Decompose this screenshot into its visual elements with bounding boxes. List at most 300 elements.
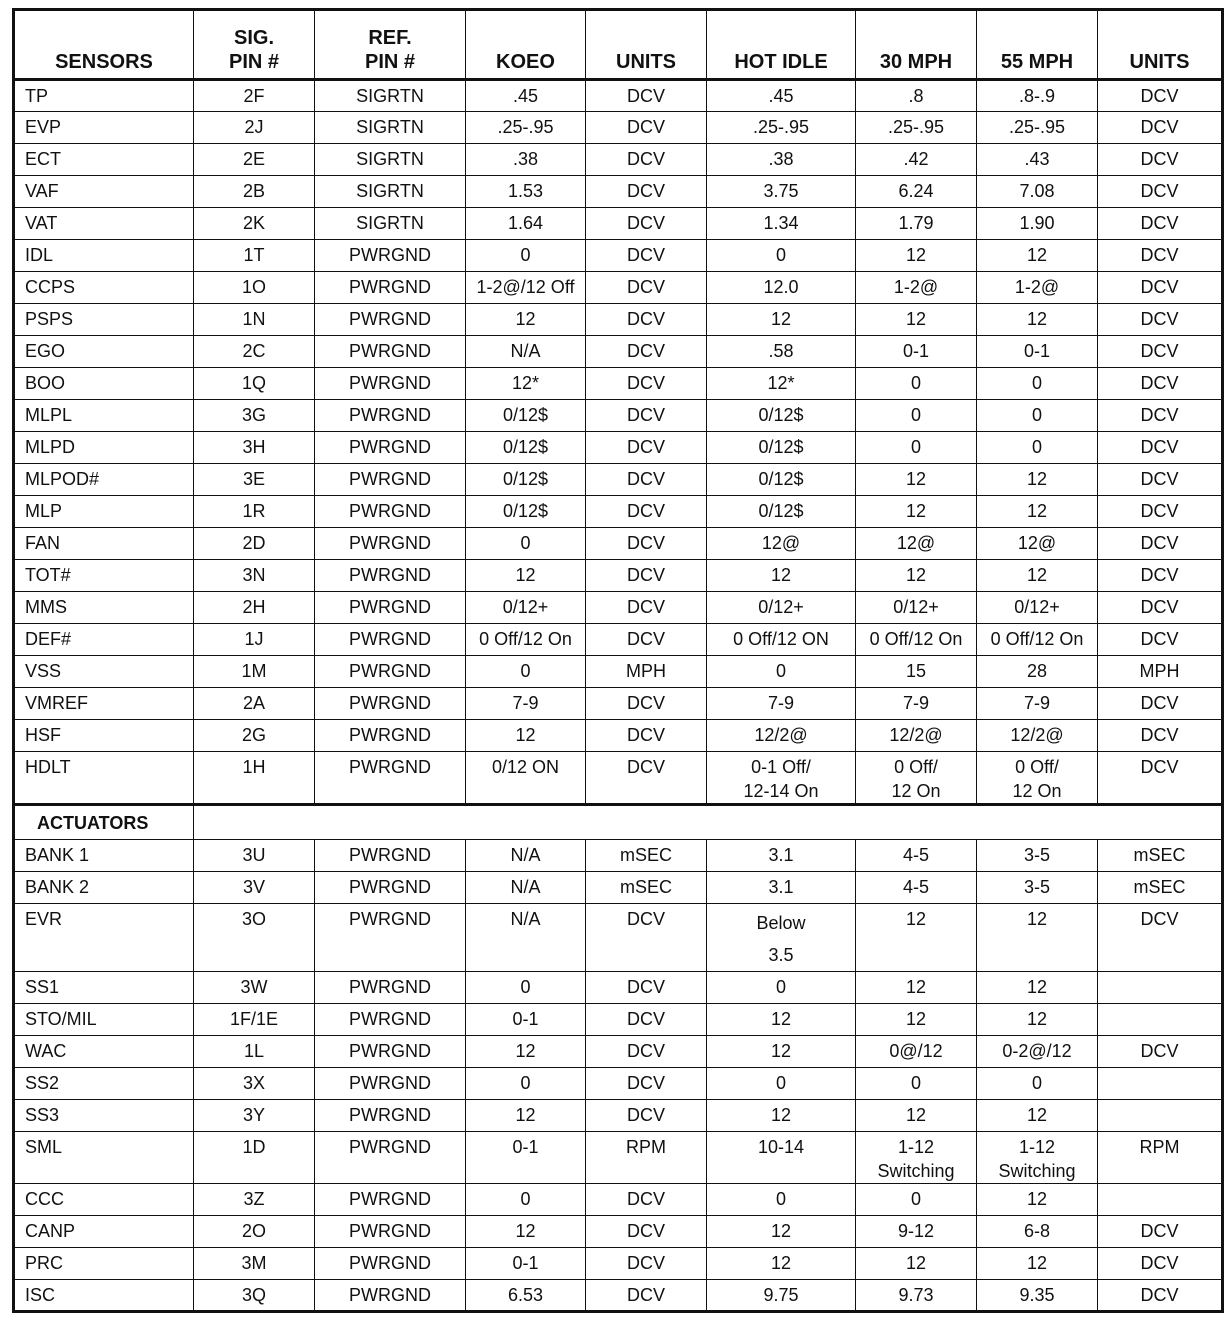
actuator-row-canp — [14, 1216, 1223, 1248]
cell-koeo: 7-9 — [466, 688, 586, 720]
cell-30-mph: 12 — [856, 1004, 977, 1036]
cell-koeo: N/A — [466, 904, 586, 972]
cell-ref-pin: PWRGND — [315, 368, 466, 400]
cell-units-2: DCV — [1098, 144, 1223, 176]
sensor-row-vss — [14, 656, 1223, 688]
cell-sig-pin: 1J — [194, 624, 315, 656]
cell-ref-pin: PWRGND — [315, 1280, 466, 1312]
cell-55-mph: 12 — [977, 464, 1098, 496]
cell-name: IDL — [14, 240, 194, 272]
cell-units-2: DCV — [1098, 368, 1223, 400]
cell-ref-pin: PWRGND — [315, 1248, 466, 1280]
cell-hot-idle: 0 — [707, 656, 856, 688]
cell-line: SIG. — [233, 27, 274, 49]
actuator-row-wac — [14, 1036, 1223, 1068]
cell-units: DCV — [586, 272, 707, 304]
cell-units-2 — [1098, 1184, 1223, 1216]
cell-name: FAN — [14, 528, 194, 560]
cell-ref-pin: PWRGND — [315, 720, 466, 752]
cell-sig-pin: 3G — [194, 400, 315, 432]
cell-name: SS3 — [14, 1100, 194, 1132]
cell-55-mph: 3-5 — [977, 872, 1098, 904]
cell-55-mph: 7.08 — [977, 176, 1098, 208]
cell-55-mph: 12 — [977, 240, 1098, 272]
cell-55-mph: 12 — [977, 560, 1098, 592]
cell-name: HDLT — [14, 752, 194, 805]
sensor-actuator-table — [12, 8, 1224, 1313]
cell-units: DCV — [586, 80, 707, 112]
actuator-row-prc — [14, 1248, 1223, 1280]
cell-sig-pin: 1T — [194, 240, 315, 272]
cell-name: BOO — [14, 368, 194, 400]
cell-sig-pin: 3H — [194, 432, 315, 464]
cell-units: DCV — [586, 972, 707, 1004]
cell-sig-pin: 2D — [194, 528, 315, 560]
cell-ref-pin: PWRGND — [315, 688, 466, 720]
cell-units: DCV — [586, 752, 707, 805]
cell-name: BANK 1 — [14, 840, 194, 872]
sensor-row-vmref — [14, 688, 1223, 720]
cell-line: REF. — [368, 27, 412, 49]
cell-hot-idle: 0/12$ — [707, 432, 856, 464]
cell-units: DCV — [586, 368, 707, 400]
cell-name: VAT — [14, 208, 194, 240]
cell-name: TOT# — [14, 560, 194, 592]
cell-ref-pin: PWRGND — [315, 592, 466, 624]
cell-55-mph: .8-.9 — [977, 80, 1098, 112]
actuator-row-isc — [14, 1280, 1223, 1312]
cell-units-2: MPH — [1098, 656, 1223, 688]
cell-line: 12 On — [1012, 781, 1062, 801]
cell-units-2: mSEC — [1098, 840, 1223, 872]
cell-30-mph: .8 — [856, 80, 977, 112]
cell-hot-idle: .38 — [707, 144, 856, 176]
header-sig-pin — [194, 10, 315, 80]
cell-line: 0 Off/ — [894, 757, 938, 777]
cell-name: TP — [14, 80, 194, 112]
sensor-row-mlp — [14, 496, 1223, 528]
cell-koeo: 12* — [466, 368, 586, 400]
cell-55-mph: 0 — [977, 432, 1098, 464]
cell-55-mph: 12 — [977, 1248, 1098, 1280]
cell-units: DCV — [586, 208, 707, 240]
cell-sig-pin: 1H — [194, 752, 315, 805]
cell-30-mph: .25-.95 — [856, 112, 977, 144]
cell-koeo: 0-1 — [466, 1248, 586, 1280]
actuator-row-bank-2 — [14, 872, 1223, 904]
cell-koeo: N/A — [466, 872, 586, 904]
cell-units-2: DCV — [1098, 720, 1223, 752]
cell-units-2 — [1098, 1100, 1223, 1132]
actuator-row-sml — [14, 1132, 1223, 1184]
cell-line: PIN # — [364, 51, 416, 73]
cell-units: DCV — [586, 240, 707, 272]
cell-koeo: 0 — [466, 1068, 586, 1100]
cell-line: 0-1 Off/ — [751, 757, 811, 777]
cell-koeo: 6.53 — [466, 1280, 586, 1312]
cell-sig-pin: 3X — [194, 1068, 315, 1100]
header-koeo: KOEO — [466, 10, 586, 80]
cell-name: MLPL — [14, 400, 194, 432]
sensor-row-hdlt — [14, 752, 1223, 805]
cell-30-mph: 12 — [856, 1248, 977, 1280]
cell-hot-idle — [707, 904, 856, 972]
cell-units-2: DCV — [1098, 1248, 1223, 1280]
cell-units-2: DCV — [1098, 80, 1223, 112]
cell-units-2: DCV — [1098, 304, 1223, 336]
cell-koeo: 12 — [466, 1100, 586, 1132]
cell-name: MLPD — [14, 432, 194, 464]
cell-sig-pin: 3U — [194, 840, 315, 872]
cell-sig-pin: 2G — [194, 720, 315, 752]
cell-koeo: 0-1 — [466, 1132, 586, 1184]
cell-units-2 — [1098, 1004, 1223, 1036]
cell-units: mSEC — [586, 840, 707, 872]
cell-units: DCV — [586, 176, 707, 208]
cell-hot-idle: 0/12+ — [707, 592, 856, 624]
cell-units: DCV — [586, 1184, 707, 1216]
cell-line: Below — [756, 913, 806, 933]
cell-ref-pin: PWRGND — [315, 496, 466, 528]
cell-units-2: DCV — [1098, 496, 1223, 528]
cell-55-mph: 7-9 — [977, 688, 1098, 720]
cell-sig-pin: 3E — [194, 464, 315, 496]
cell-sig-pin: 2A — [194, 688, 315, 720]
header-55-mph: 55 MPH — [977, 10, 1098, 80]
cell-hot-idle: 9.75 — [707, 1280, 856, 1312]
cell-sig-pin: 1M — [194, 656, 315, 688]
cell-units: DCV — [586, 1280, 707, 1312]
cell-30-mph: 0-1 — [856, 336, 977, 368]
cell-line: 12 On — [891, 781, 941, 801]
cell-55-mph: 0 — [977, 1068, 1098, 1100]
cell-55-mph: .25-.95 — [977, 112, 1098, 144]
cell-units: DCV — [586, 304, 707, 336]
cell-koeo: 1.64 — [466, 208, 586, 240]
cell-line: 1-12 — [897, 1137, 935, 1157]
sensor-row-psps — [14, 304, 1223, 336]
cell-ref-pin: PWRGND — [315, 752, 466, 805]
cell-sig-pin: 3Q — [194, 1280, 315, 1312]
cell-hot-idle: 12/2@ — [707, 720, 856, 752]
cell-koeo: 12 — [466, 560, 586, 592]
cell-55-mph — [977, 1132, 1098, 1184]
cell-hot-idle: 0 — [707, 240, 856, 272]
cell-line: 0 Off/ — [1015, 757, 1059, 777]
cell-name: SS2 — [14, 1068, 194, 1100]
cell-name: PSPS — [14, 304, 194, 336]
cell-hot-idle: 1.34 — [707, 208, 856, 240]
cell-name: WAC — [14, 1036, 194, 1068]
cell-name: SS1 — [14, 972, 194, 1004]
sensor-row-mlpl — [14, 400, 1223, 432]
cell-hot-idle: .58 — [707, 336, 856, 368]
actuator-row-ss1 — [14, 972, 1223, 1004]
cell-units: DCV — [586, 496, 707, 528]
cell-30-mph: 0 — [856, 1068, 977, 1100]
sensor-row-vaf — [14, 176, 1223, 208]
cell-units: DCV — [586, 592, 707, 624]
cell-name: DEF# — [14, 624, 194, 656]
cell-koeo: 0/12$ — [466, 496, 586, 528]
cell-55-mph: 12 — [977, 304, 1098, 336]
cell-koeo: 0 — [466, 656, 586, 688]
cell-55-mph — [977, 752, 1098, 805]
cell-30-mph: 0 — [856, 368, 977, 400]
cell-hot-idle: 10-14 — [707, 1132, 856, 1184]
cell-55-mph: 0/12+ — [977, 592, 1098, 624]
sensor-row-mlpod — [14, 464, 1223, 496]
cell-koeo: 12 — [466, 304, 586, 336]
sensor-rows — [14, 80, 1223, 805]
cell-units-2 — [1098, 1068, 1223, 1100]
sensor-row-tp — [14, 80, 1223, 112]
cell-name: STO/MIL — [14, 1004, 194, 1036]
cell-30-mph: 12 — [856, 972, 977, 1004]
cell-line: Switching — [877, 1161, 955, 1181]
cell-ref-pin: SIGRTN — [315, 176, 466, 208]
cell-ref-pin: PWRGND — [315, 1004, 466, 1036]
cell-units: DCV — [586, 464, 707, 496]
actuators-section-label: ACTUATORS — [14, 805, 194, 840]
header-hot-idle: HOT IDLE — [707, 10, 856, 80]
cell-units-2: DCV — [1098, 336, 1223, 368]
cell-sig-pin: 1L — [194, 1036, 315, 1068]
sensor-row-def — [14, 624, 1223, 656]
cell-units-2: DCV — [1098, 464, 1223, 496]
cell-units-2: mSEC — [1098, 872, 1223, 904]
cell-name: CANP — [14, 1216, 194, 1248]
cell-name: ECT — [14, 144, 194, 176]
cell-sig-pin: 1O — [194, 272, 315, 304]
cell-30-mph: 15 — [856, 656, 977, 688]
cell-30-mph: 0 — [856, 400, 977, 432]
cell-name: ISC — [14, 1280, 194, 1312]
cell-name: SML — [14, 1132, 194, 1184]
sensor-actuator-table-container — [12, 8, 1224, 1313]
cell-hot-idle: 0 Off/12 ON — [707, 624, 856, 656]
cell-ref-pin: PWRGND — [315, 872, 466, 904]
actuator-row-bank-1 — [14, 840, 1223, 872]
cell-ref-pin: PWRGND — [315, 1068, 466, 1100]
cell-30-mph: 0 Off/12 On — [856, 624, 977, 656]
cell-55-mph: 0-2@/12 — [977, 1036, 1098, 1068]
cell-koeo: 0/12$ — [466, 432, 586, 464]
cell-hot-idle: 12.0 — [707, 272, 856, 304]
cell-units-2: DCV — [1098, 688, 1223, 720]
cell-koeo: 0/12$ — [466, 464, 586, 496]
cell-line: Switching — [998, 1161, 1076, 1181]
cell-units-2: DCV — [1098, 1216, 1223, 1248]
cell-units: DCV — [586, 432, 707, 464]
cell-hot-idle: 12 — [707, 1004, 856, 1036]
cell-koeo: 0 Off/12 On — [466, 624, 586, 656]
cell-55-mph: 1-2@ — [977, 272, 1098, 304]
cell-55-mph: 12 — [977, 1004, 1098, 1036]
cell-hot-idle: 12 — [707, 1216, 856, 1248]
actuator-row-evr — [14, 904, 1223, 972]
cell-sig-pin: 2E — [194, 144, 315, 176]
cell-ref-pin: PWRGND — [315, 1100, 466, 1132]
cell-55-mph: 0 — [977, 400, 1098, 432]
cell-hot-idle: 12* — [707, 368, 856, 400]
cell-sig-pin: 1N — [194, 304, 315, 336]
cell-name: MLPOD# — [14, 464, 194, 496]
cell-units: DCV — [586, 112, 707, 144]
cell-55-mph: 12 — [977, 1184, 1098, 1216]
cell-55-mph: 0 Off/12 On — [977, 624, 1098, 656]
cell-units-2: DCV — [1098, 176, 1223, 208]
header-ref-pin — [315, 10, 466, 80]
cell-ref-pin: PWRGND — [315, 1132, 466, 1184]
cell-30-mph: 12/2@ — [856, 720, 977, 752]
sensor-row-evp — [14, 112, 1223, 144]
cell-name: EVP — [14, 112, 194, 144]
cell-30-mph: 12 — [856, 496, 977, 528]
cell-ref-pin: PWRGND — [315, 1036, 466, 1068]
sensor-row-idl — [14, 240, 1223, 272]
actuator-row-sto-mil — [14, 1004, 1223, 1036]
cell-55-mph: 0 — [977, 368, 1098, 400]
cell-units-2: DCV — [1098, 272, 1223, 304]
cell-units-2: DCV — [1098, 752, 1223, 805]
cell-units: DCV — [586, 560, 707, 592]
cell-55-mph: 12 — [977, 904, 1098, 972]
cell-units-2: DCV — [1098, 904, 1223, 972]
cell-30-mph: 12 — [856, 560, 977, 592]
cell-units-2: DCV — [1098, 592, 1223, 624]
cell-units: DCV — [586, 720, 707, 752]
cell-ref-pin: SIGRTN — [315, 80, 466, 112]
cell-ref-pin: PWRGND — [315, 1216, 466, 1248]
cell-koeo: 0/12+ — [466, 592, 586, 624]
cell-sig-pin: 3M — [194, 1248, 315, 1280]
sensor-row-hsf — [14, 720, 1223, 752]
actuator-row-ss3 — [14, 1100, 1223, 1132]
cell-name: HSF — [14, 720, 194, 752]
cell-units: DCV — [586, 1068, 707, 1100]
cell-hot-idle: 12 — [707, 1248, 856, 1280]
cell-units: mSEC — [586, 872, 707, 904]
cell-55-mph: .43 — [977, 144, 1098, 176]
cell-koeo: 1-2@/12 Off — [466, 272, 586, 304]
cell-units-2: DCV — [1098, 400, 1223, 432]
cell-koeo: 0/12$ — [466, 400, 586, 432]
cell-sig-pin: 3N — [194, 560, 315, 592]
cell-ref-pin: SIGRTN — [315, 144, 466, 176]
cell-units-2: DCV — [1098, 528, 1223, 560]
cell-ref-pin: PWRGND — [315, 904, 466, 972]
cell-units: DCV — [586, 904, 707, 972]
cell-30-mph: 4-5 — [856, 872, 977, 904]
cell-name: MLP — [14, 496, 194, 528]
cell-units-2: DCV — [1098, 560, 1223, 592]
cell-hot-idle: .25-.95 — [707, 112, 856, 144]
cell-sig-pin: 3W — [194, 972, 315, 1004]
sensor-row-ect — [14, 144, 1223, 176]
cell-sig-pin: 3O — [194, 904, 315, 972]
cell-30-mph: 12 — [856, 240, 977, 272]
cell-ref-pin: PWRGND — [315, 400, 466, 432]
cell-koeo: 0-1 — [466, 1004, 586, 1036]
cell-units: MPH — [586, 656, 707, 688]
actuators-section-row — [14, 805, 1223, 840]
cell-55-mph: 0-1 — [977, 336, 1098, 368]
sensor-row-vat — [14, 208, 1223, 240]
cell-sig-pin: 2C — [194, 336, 315, 368]
cell-units-2: DCV — [1098, 1280, 1223, 1312]
cell-name: CCC — [14, 1184, 194, 1216]
cell-30-mph: 12 — [856, 904, 977, 972]
cell-55-mph: 12@ — [977, 528, 1098, 560]
cell-30-mph: 4-5 — [856, 840, 977, 872]
cell-ref-pin: PWRGND — [315, 272, 466, 304]
cell-hot-idle: 12 — [707, 560, 856, 592]
sensor-row-boo — [14, 368, 1223, 400]
cell-units: RPM — [586, 1132, 707, 1184]
cell-line: PIN # — [228, 51, 280, 73]
cell-ref-pin: PWRGND — [315, 304, 466, 336]
cell-hot-idle: 0/12$ — [707, 496, 856, 528]
cell-30-mph: 7-9 — [856, 688, 977, 720]
cell-55-mph: 9.35 — [977, 1280, 1098, 1312]
cell-hot-idle: 0 — [707, 972, 856, 1004]
cell-55-mph: 6-8 — [977, 1216, 1098, 1248]
cell-units: DCV — [586, 1248, 707, 1280]
cell-ref-pin: PWRGND — [315, 972, 466, 1004]
cell-ref-pin: PWRGND — [315, 464, 466, 496]
cell-55-mph: 12 — [977, 496, 1098, 528]
cell-name: CCPS — [14, 272, 194, 304]
cell-30-mph — [856, 1132, 977, 1184]
cell-sig-pin: 1F/1E — [194, 1004, 315, 1036]
cell-ref-pin: PWRGND — [315, 656, 466, 688]
header-row — [14, 10, 1223, 80]
actuator-rows — [14, 840, 1223, 1312]
cell-30-mph: 9-12 — [856, 1216, 977, 1248]
cell-30-mph: 1.79 — [856, 208, 977, 240]
cell-units-2: DCV — [1098, 1036, 1223, 1068]
cell-units: DCV — [586, 400, 707, 432]
cell-30-mph: 0 — [856, 1184, 977, 1216]
cell-hot-idle: .45 — [707, 80, 856, 112]
cell-sig-pin: 2B — [194, 176, 315, 208]
cell-koeo: 12 — [466, 1216, 586, 1248]
cell-koeo: 0 — [466, 528, 586, 560]
cell-koeo: .45 — [466, 80, 586, 112]
sensor-row-mlpd — [14, 432, 1223, 464]
cell-ref-pin: PWRGND — [315, 1184, 466, 1216]
cell-30-mph: 12 — [856, 464, 977, 496]
cell-name: BANK 2 — [14, 872, 194, 904]
cell-ref-pin: SIGRTN — [315, 208, 466, 240]
sensor-row-fan — [14, 528, 1223, 560]
cell-name: VAF — [14, 176, 194, 208]
cell-hot-idle: 3.1 — [707, 872, 856, 904]
cell-line: 1-12 — [1018, 1137, 1056, 1157]
cell-name: VSS — [14, 656, 194, 688]
cell-55-mph: 1.90 — [977, 208, 1098, 240]
cell-30-mph: 6.24 — [856, 176, 977, 208]
actuator-row-ss2 — [14, 1068, 1223, 1100]
cell-hot-idle: 3.1 — [707, 840, 856, 872]
cell-name: EGO — [14, 336, 194, 368]
header-name: SENSORS — [14, 10, 194, 80]
cell-hot-idle: 12 — [707, 304, 856, 336]
cell-koeo: 12 — [466, 1036, 586, 1068]
cell-name: EVR — [14, 904, 194, 972]
cell-hot-idle: 7-9 — [707, 688, 856, 720]
